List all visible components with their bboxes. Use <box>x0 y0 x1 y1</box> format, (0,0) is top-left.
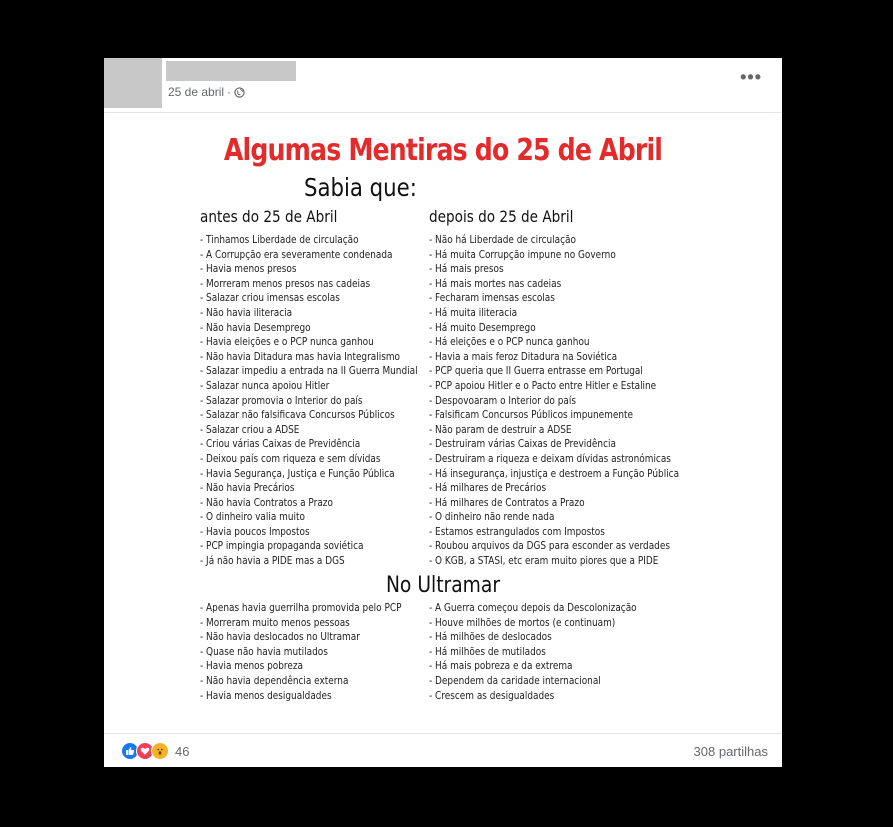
list-item: - Há mais presos <box>429 263 504 276</box>
list-item: - Crescem as desigualdades <box>429 689 555 702</box>
list-item: - Não havia iliteracia <box>200 306 293 319</box>
before-list <box>200 233 456 569</box>
list-item: - Criou várias Caixas de Previdência <box>200 438 361 451</box>
list-item: - Morreram menos presos nas cadeias <box>200 277 371 290</box>
wow-reaction-icon <box>151 742 169 760</box>
list-item: - A Guerra começou depois da Descolonização <box>429 602 637 614</box>
more-options-button[interactable]: ••• <box>740 67 762 87</box>
list-item: - Apenas havia guerrilha promovida pelo PCP <box>200 602 402 614</box>
list-item: - Quase não havia mutilados <box>200 645 328 658</box>
list-item: - Houve milhões de mortos (e continuam) <box>429 616 616 629</box>
list-item: - Havia Segurança, Justiça e Função Pública <box>200 467 395 480</box>
post-date[interactable]: 25 de abril <box>168 85 225 99</box>
list-item: - Salazar nunca apoiou Hitler <box>200 379 330 392</box>
list-item: - Falsificam Concursos Públicos impunemente <box>429 409 633 422</box>
list-item: - Há milhares de Contratos a Prazo <box>429 496 585 509</box>
list-item: - Roubou arquivos da DGS para esconder as verdades <box>429 540 670 553</box>
list-item: - O dinheiro valia muito <box>200 511 305 524</box>
list-item: - Destruiram a riqueza e deixam dívidas astronómicas <box>429 452 671 465</box>
list-item: - Morreram muito menos pessoas <box>200 616 350 629</box>
left-column-header: antes do 25 de Abril <box>200 207 338 226</box>
list-item: - Despovoaram o Interior do país <box>429 394 576 407</box>
ultramar-after-list <box>429 601 673 703</box>
avatar[interactable] <box>104 58 162 108</box>
post-card <box>104 58 782 767</box>
list-item: - Há muito Desemprego <box>429 321 536 334</box>
reactions-count: 46 <box>175 743 190 759</box>
list-item: - Não havia Desemprego <box>200 321 311 334</box>
list-item: - PCP impingia propaganda soviética <box>200 540 364 553</box>
list-item: - Estamos estrangulados com Impostos <box>429 525 605 538</box>
list-item: - Destruiram várias Caixas de Previdência <box>429 438 616 451</box>
globe-icon <box>234 87 245 98</box>
list-item: - Há eleições e o PCP nunca ganhou <box>429 336 590 349</box>
shares-count[interactable]: 308 partilhas <box>693 744 768 759</box>
list-item: - Há mais pobreza e da extrema <box>429 660 573 673</box>
list-item: - Salazar não falsificava Concursos Públicos <box>200 409 395 422</box>
list-item: - O dinheiro não rende nada <box>429 511 555 524</box>
list-item: - Já não havia a PIDE mas a DGS <box>200 555 345 568</box>
list-item: - Havia menos presos <box>200 263 297 276</box>
right-column-header: depois do 25 de Abril <box>429 207 574 226</box>
list-item: - Não havia Contratos a Prazo <box>200 496 333 509</box>
post-image[interactable] <box>104 113 782 733</box>
list-item: - Há muita iliteracia <box>429 306 518 319</box>
meta-separator: · <box>227 85 232 99</box>
list-item: - Há muita Corrupção impune no Governo <box>429 248 616 261</box>
list-item: - PCP queria que II Guerra entrasse em Portugal <box>429 365 643 378</box>
list-item: - Salazar impediu a entrada na II Guerra Mundial <box>200 365 418 378</box>
list-item: - Havia menos pobreza <box>200 660 304 673</box>
post-header <box>104 58 782 112</box>
reactions-summary[interactable] <box>121 742 189 760</box>
section-title: No Ultramar <box>385 573 501 598</box>
list-item: - Tinhamos Liberdade de circulação <box>200 234 359 246</box>
list-item: - Deixou país com riqueza e sem dívidas <box>200 452 381 465</box>
list-item: - Salazar criou imensas escolas <box>200 292 340 305</box>
list-item: - Fecharam imensas escolas <box>429 292 555 305</box>
list-item: - Havia poucos Impostos <box>200 525 310 538</box>
author-name-redacted[interactable] <box>166 61 296 81</box>
list-item: - O KGB, a STASI, etc eram muito piores que a PIDE <box>429 555 659 568</box>
list-item: - Não havia Precários <box>200 482 295 495</box>
post-footer <box>104 734 782 767</box>
list-item: - PCP apoiou Hitler e o Pacto entre Hitler e Estaline <box>429 379 657 392</box>
image-title: Algumas Mentiras do 25 de Abril <box>223 133 663 168</box>
list-item: - Salazar promovia o Interior do país <box>200 394 363 407</box>
list-item: - Não havia Ditadura mas havia Integralismo <box>200 350 401 363</box>
list-item: - Há insegurança, injustiça e destroem a Função Pública <box>429 467 680 480</box>
list-item: - Havia eleições e o PCP nunca ganhou <box>200 336 374 349</box>
list-item: - Dependem da caridade internacional <box>429 674 601 687</box>
list-item: - Há mais mortes nas cadeias <box>429 277 562 290</box>
after-list <box>429 233 723 569</box>
ultramar-before-list <box>200 601 437 703</box>
post-meta <box>168 85 245 99</box>
list-item: - Não havia dependência externa <box>200 674 349 687</box>
list-item: - Há milhões de mutilados <box>429 645 546 658</box>
image-subtitle: Sabia que: <box>304 173 417 202</box>
list-item: - Salazar criou a ADSE <box>200 423 300 436</box>
list-item: - Havia menos desigualdades <box>200 689 332 702</box>
list-item: - Há milhares de Precários <box>429 482 547 495</box>
list-item: - Não param de destruir a ADSE <box>429 423 572 436</box>
list-item: - Não há Liberdade de circulação <box>429 234 576 246</box>
list-item: - A Corrupção era severamente condenada <box>200 248 393 261</box>
list-item: - Havia a mais feroz Ditadura na Soviética <box>429 350 618 363</box>
list-item: - Não havia deslocados no Ultramar <box>200 631 360 644</box>
list-item: - Há milhões de deslocados <box>429 631 552 644</box>
